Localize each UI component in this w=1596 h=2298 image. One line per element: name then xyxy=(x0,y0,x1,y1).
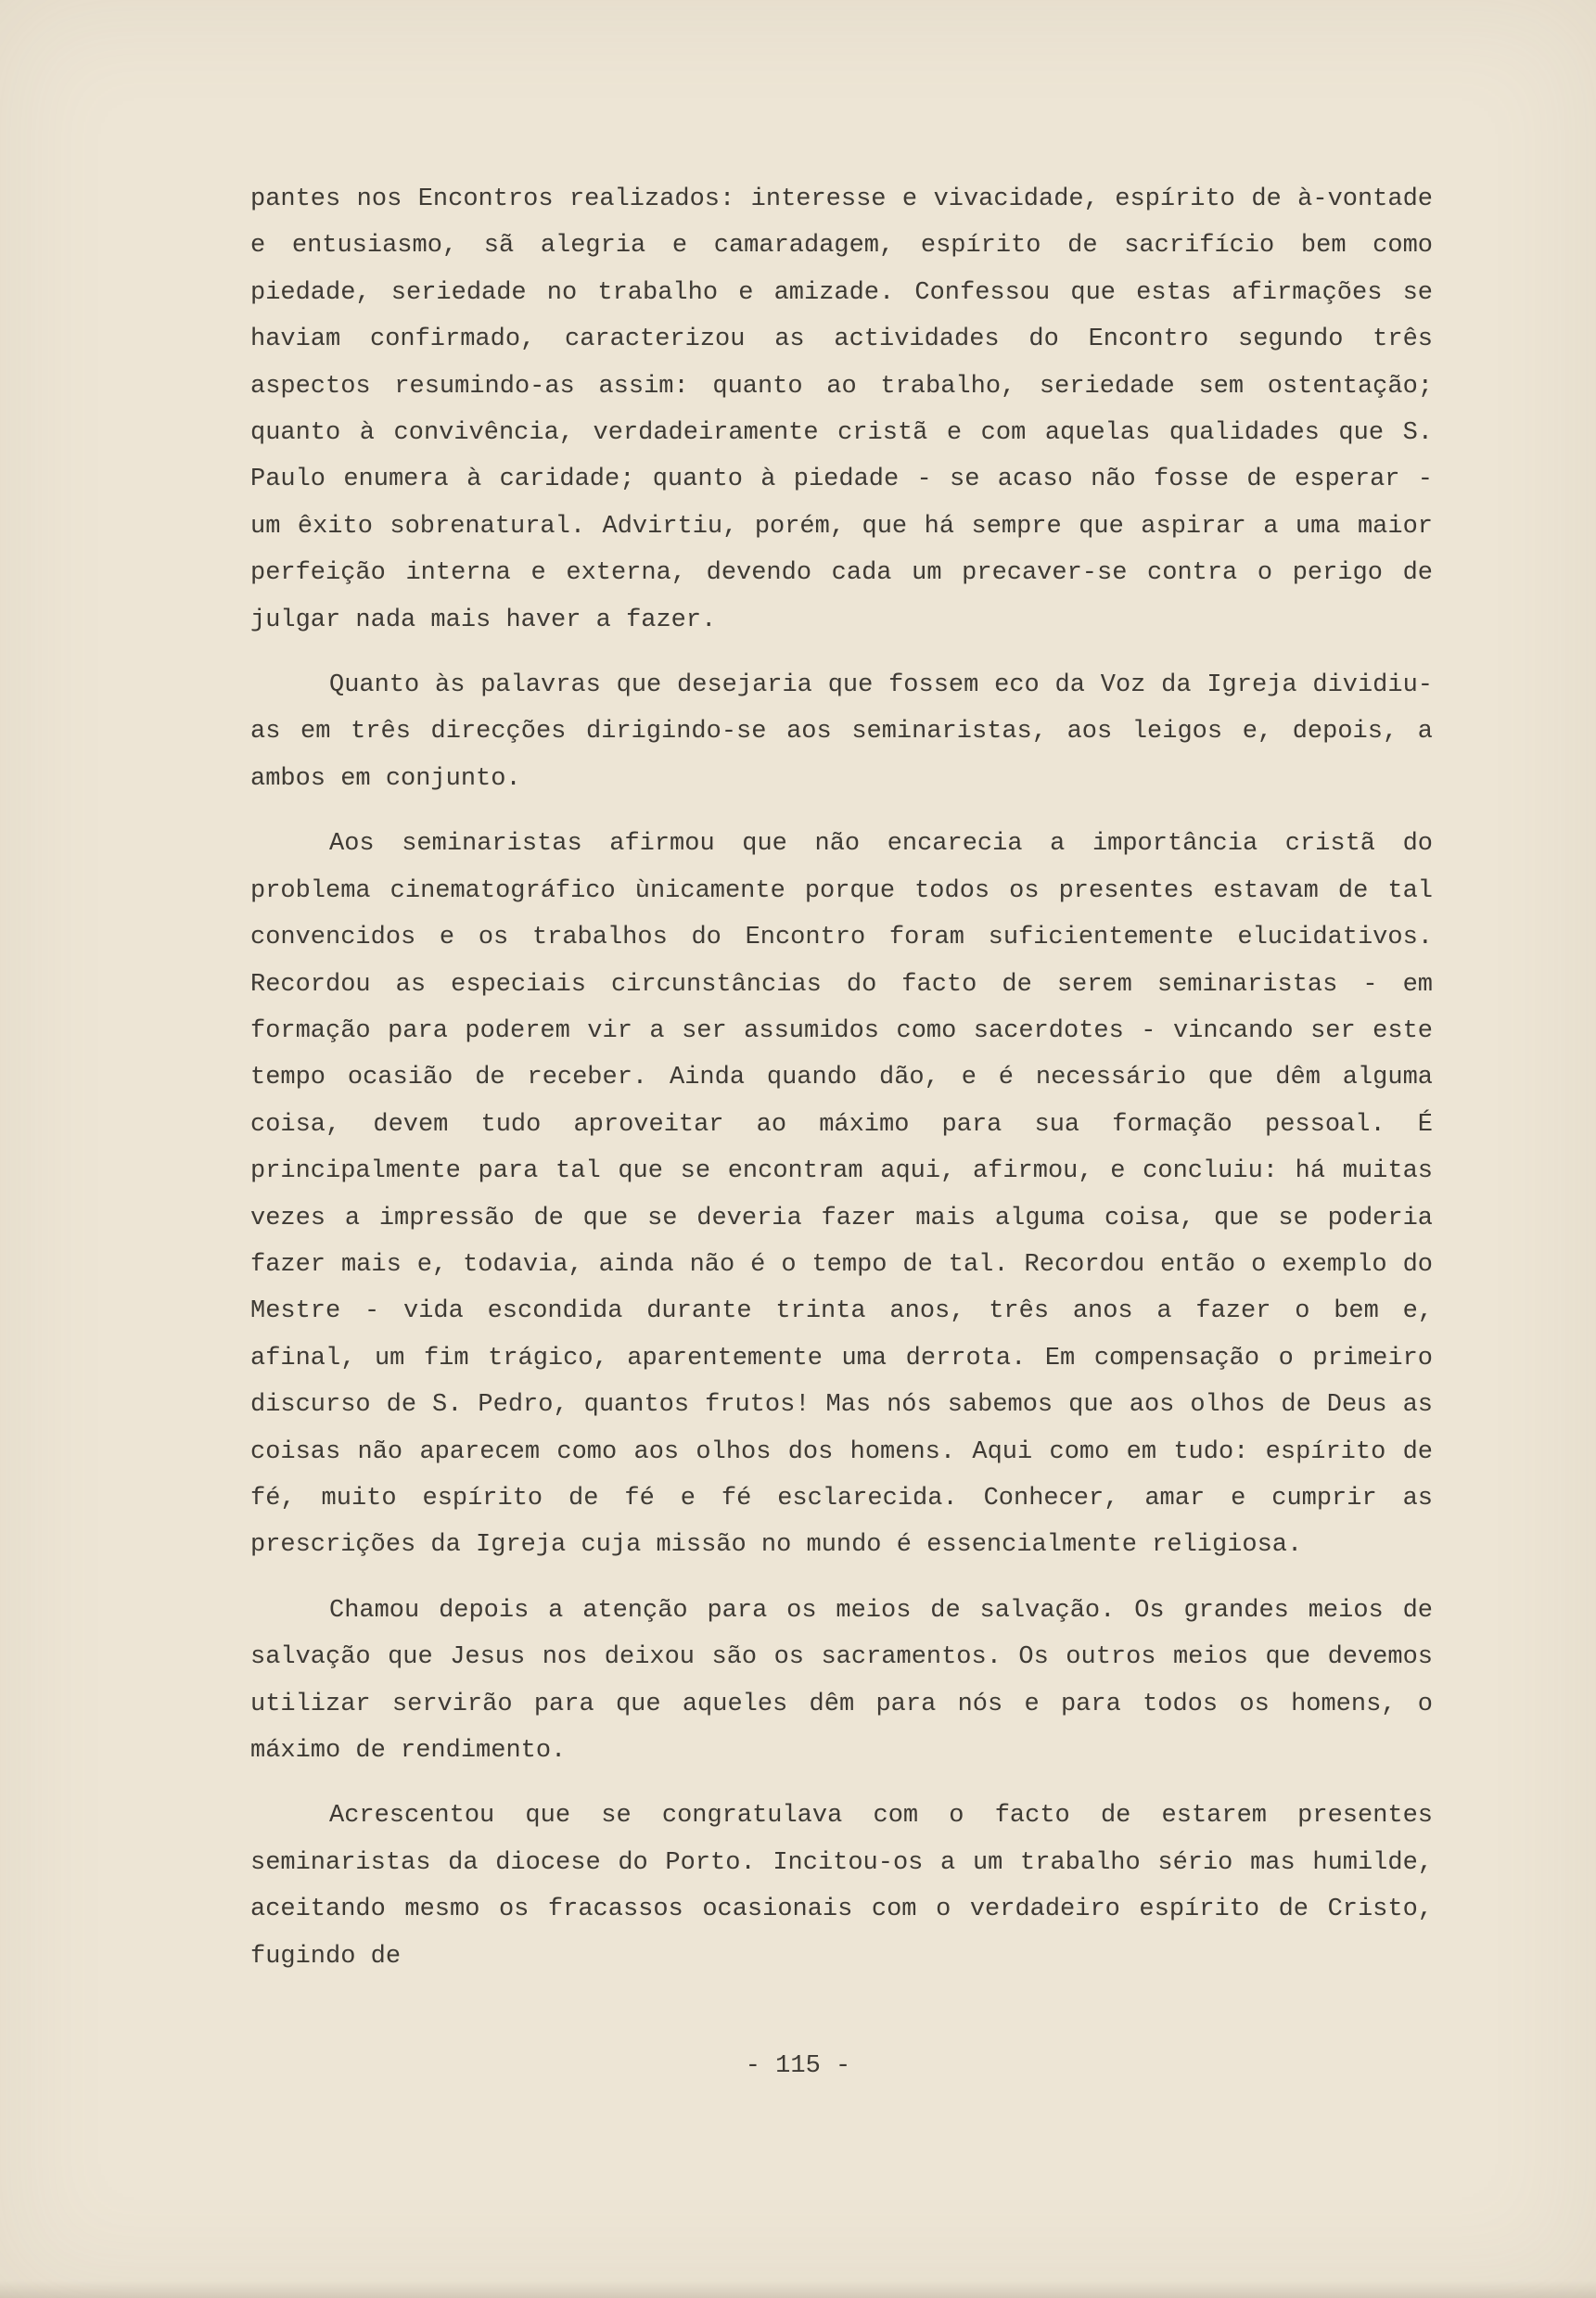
page-edge-shadow xyxy=(0,2281,1596,2298)
body-text xyxy=(250,176,1433,1998)
paragraph-5: Acrescentou que se congratulava com o facto de estarem presentes seminaristas da diocese do Porto. Incitou-os a um trabalho sério mas humilde, aceitando mesmo os fracassos ocasionais com o verdadeiro espírito de Cristo, fugindo de xyxy=(250,1802,1433,1971)
paragraph-3: Aos seminaristas afirmou que não encarecia a importância cristã do problema cinematográfico ùnicamente porque todos os presentes estavam de tal convencidos e os trabalhos do Encontro foram suficientemente elucidativos. Recordou as especiais circunstâncias do facto de serem seminaristas - em formação para poderem vir a ser assumidos como sacerdotes - vincando ser este tempo ocasião de receber. Ainda quando dão, e é necessário que dêm alguma coisa, devem tudo aproveitar ao máximo para sua formação pessoal. É principalmente para tal que se encontram aqui, afirmou, e concluiu: há muitas vezes a impressão de que se deveria fazer mais alguma coisa, que se poderia fazer mais e, todavia, ainda não é o tempo de tal. Recordou então o exemplo do Mestre - vida escondida durante trinta anos, três anos a fazer o bem e, afinal, um fim trágico, aparentemente uma derrota. Em compensação o primeiro discurso de S. Pedro, quantos frutos! Mas nós sabemos que aos olhos de Deus as coisas não aparecem como aos olhos dos homens. Aqui como em tudo: espírito de fé, muito espírito de fé e fé esclarecida. Conhecer, amar e cumprir as prescrições da Igreja cuja missão no mundo é essencialmente religiosa. xyxy=(250,830,1433,1560)
paragraph-2: Quanto às palavras que desejaria que fossem eco da Voz da Igreja dividiu-as em três direcções dirigindo-se aos seminaristas, aos leigos e, depois, a ambos em conjunto. xyxy=(250,671,1433,793)
page-number: - 115 - xyxy=(745,2052,851,2080)
paragraph-1: pantes nos Encontros realizados: interesse e vivacidade, espírito de à-vontade e entusiasmo, sã alegria e camaradagem, espírito de sacrifício bem como piedade, seriedade no trabalho e amizade. Confessou que estas afirmações se haviam confirmado, caracterizou as actividades do Encontro segundo três aspectos resumindo-as assim: quanto ao trabalho, seriedade sem ostentação; quanto à convivência, verdadeiramente cristã e com aquelas qualidades que S. Paulo enumera à caridade; quanto à piedade - se acaso não fosse de esperar - um êxito sobrenatural. Advirtiu, porém, que há sempre que aspirar a uma maior perfeição interna e externa, devendo cada um precaver-se contra o perigo de julgar nada mais haver a fazer. xyxy=(250,185,1433,634)
paragraph-4: Chamou depois a atenção para os meios de salvação. Os grandes meios de salvação que Jesus nos deixou são os sacramentos. Os outros meios que devemos utilizar servirão para que aqueles dêm para nós e para todos os homens, o máximo de rendimento. xyxy=(250,1596,1433,1765)
